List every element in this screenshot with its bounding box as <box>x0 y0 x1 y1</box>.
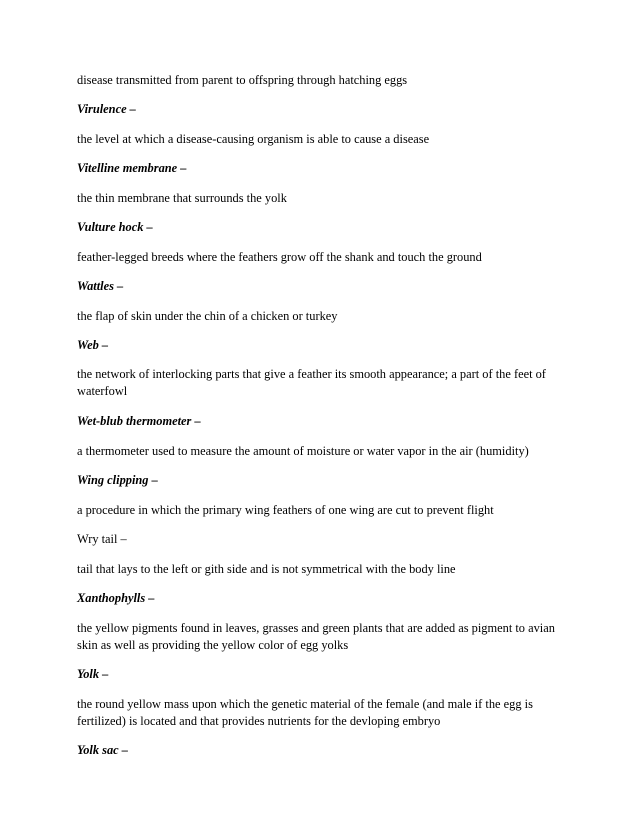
term-xanthophylls: Xanthophylls – <box>77 591 155 605</box>
term-yolk: Yolk – <box>77 667 109 681</box>
term-wing-clipping: Wing clipping – <box>77 473 158 487</box>
term-yolk-sac: Yolk sac – <box>77 743 128 757</box>
definition-virulence: the level at which a disease-causing organism is able to cause a disease <box>77 132 430 146</box>
definition-wry-tail: tail that lays to the left or gith side and is not symmetrical with the body line <box>77 562 456 576</box>
term-vitelline-membrane: Vitelline membrane – <box>77 161 187 175</box>
definition-wet-bulb-thermometer: a thermometer used to measure the amount of moisture or water vapor in the air (humidity) <box>77 444 529 458</box>
definition-wattles: the flap of skin under the chin of a chicken or turkey <box>77 309 338 323</box>
term-vulture-hock: Vulture hock – <box>77 220 153 234</box>
definition-disease-transmitted: disease transmitted from parent to offspring through hatching eggs <box>77 73 408 87</box>
definition-web: the network of interlocking parts that give a feather its smooth appearance; a part of the feet of waterfowl <box>77 367 546 398</box>
term-web: Web – <box>77 338 109 352</box>
term-wattles: Wattles – <box>77 279 124 293</box>
term-virulence: Virulence – <box>77 102 136 116</box>
definition-vitelline-membrane: the thin membrane that surrounds the yolk <box>77 191 287 205</box>
definition-yolk: the round yellow mass upon which the genetic material of the female (and male if the egg is fertilized) is located and that provides nutrients for the devloping embryo <box>77 697 533 728</box>
term-wry-tail: Wry tail – <box>77 532 127 546</box>
definition-xanthophylls: the yellow pigments found in leaves, grasses and green plants that are added as pigment to avian skin as well as providing the yellow color of egg yolks <box>77 621 555 652</box>
definition-wing-clipping: a procedure in which the primary wing feathers of one wing are cut to prevent flight <box>77 503 494 517</box>
definition-vulture-hock: feather-legged breeds where the feathers grow off the shank and touch the ground <box>77 250 482 264</box>
term-wet-bulb-thermometer: Wet-blub thermometer – <box>77 414 201 428</box>
